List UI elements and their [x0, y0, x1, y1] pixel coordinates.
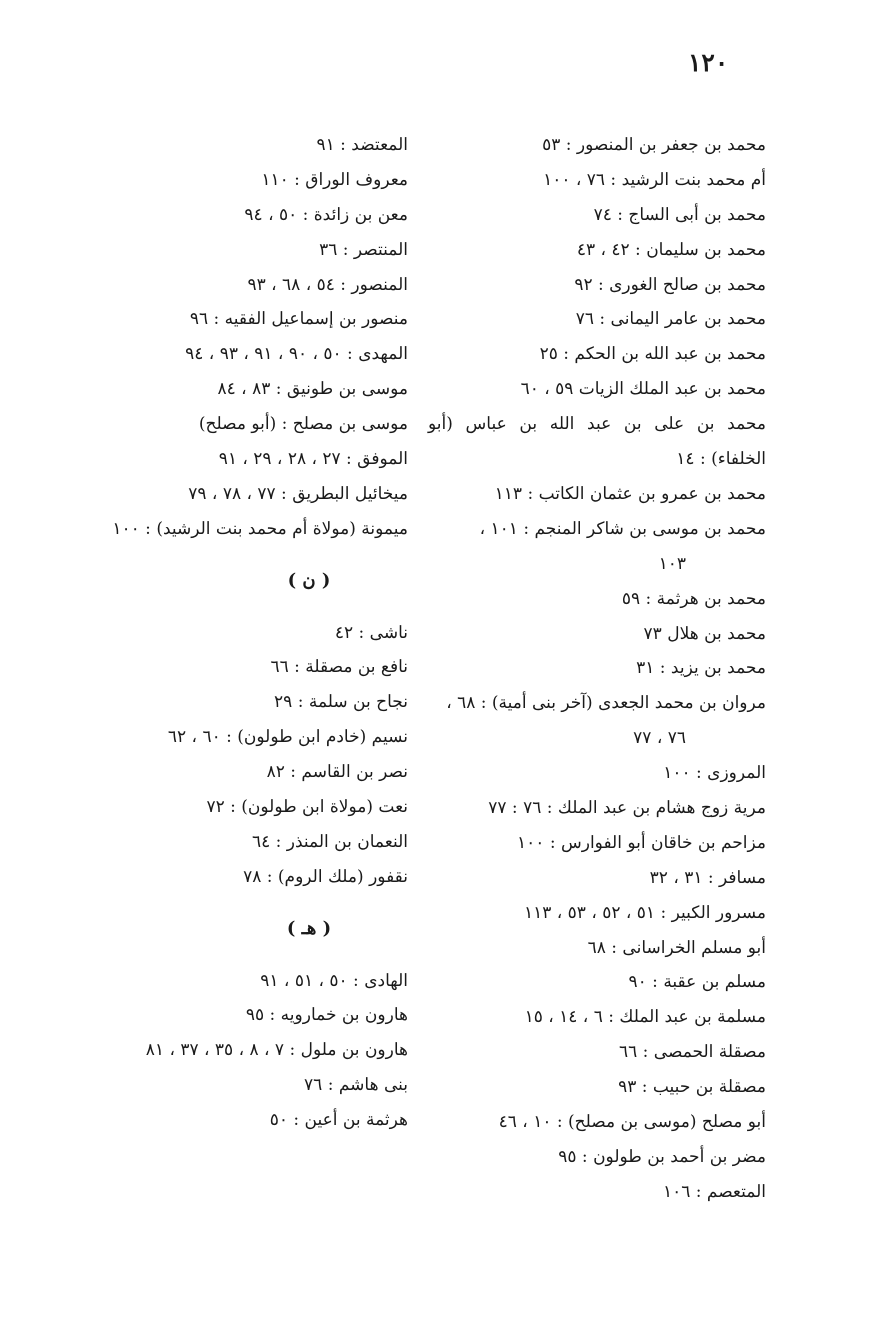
page-number: ١٢٠	[688, 48, 729, 77]
index-entry: المتعصم : ١٠٦	[662, 1181, 766, 1202]
index-entry: الموفق : ٢٧ ، ٢٨ ، ٢٩ ، ٩١	[218, 449, 408, 470]
index-entry: مضر بن أحمد بن طولون : ٩٥	[558, 1146, 766, 1167]
section-heading-ha: ( هـ )	[286, 917, 332, 939]
index-column-left	[70, 128, 408, 1138]
index-entry: مزاحم بن خاقان أبو الفوارس : ١٠٠	[517, 832, 766, 853]
index-entry: نقفور (ملك الروم) : ٧٨	[243, 866, 408, 887]
index-entry: ميمونة (مولاة أم محمد بنت الرشيد) : ١٠٠	[112, 518, 408, 539]
index-entry: المعتضد : ٩١	[316, 135, 408, 155]
index-entry: محمد بن يزيد : ٣١	[636, 658, 766, 679]
index-entry: معن بن زائدة : ٥٠ ، ٩٤	[244, 204, 408, 225]
index-entry: نسيم (خادم ابن طولون) : ٦٠ ، ٦٢	[167, 727, 408, 748]
index-entry: نصر بن القاسم : ٨٢	[266, 762, 408, 783]
index-entry: منصور بن إسماعيل الفقيه : ٩٦	[189, 309, 408, 330]
index-entry: النعمان بن المنذر : ٦٤	[251, 831, 408, 852]
index-entry: مرية زوج هشام بن عبد الملك : ٧٦ : ٧٧	[488, 797, 766, 818]
index-entry: محمد بن عبد الملك الزيات ٥٩ ، ٦٠	[520, 379, 766, 400]
index-entry: مسرور الكبير : ٥١ ، ٥٢ ، ٥٣ ، ١١٣	[523, 902, 766, 923]
index-entry: مسلم بن عقبة : ٩٠	[628, 972, 766, 993]
index-entry: بنى هاشم : ٧٦	[304, 1075, 408, 1096]
index-entry: مصقلة بن حبيب : ٩٣	[618, 1077, 766, 1098]
index-entry: نعت (مولاة ابن طولون) : ٧٢	[206, 797, 408, 818]
index-entry: محمد بن أبى الساج : ٧٤	[593, 204, 766, 225]
index-entry: المهدى : ٥٠ ، ٩٠ ، ٩١ ، ٩٣ ، ٩٤	[185, 344, 408, 365]
index-entry: المروزى : ١٠٠	[663, 763, 766, 784]
index-entry: محمد بن هرثمة : ٥٩	[621, 588, 766, 609]
index-entry: ناشى : ٤٢	[334, 622, 408, 643]
index-column-right	[428, 128, 766, 1210]
index-entry: مسلمة بن عبد الملك : ٦ ، ١٤ ، ١٥	[524, 1007, 766, 1028]
index-entry: محمد بن صالح الغورى : ٩٢	[574, 274, 766, 295]
index-entry: محمد بن عامر اليمانى : ٧٦	[575, 309, 766, 330]
index-entry: محمد بن هلال ٧٣	[643, 623, 766, 644]
index-entry: محمد بن سليمان : ٤٢ ، ٤٣	[576, 239, 766, 260]
index-entry: هارون بن خمارويه : ٩٥	[245, 1005, 408, 1026]
index-entry: محمد بن موسى بن شاكر المنجم : ١٠١ ،	[479, 518, 766, 539]
index-entry: ميخائيل البطريق : ٧٧ ، ٧٨ ، ٧٩	[188, 483, 408, 504]
index-entry: محمد بن عبد الله بن الحكم : ٢٥	[539, 344, 766, 365]
index-entry: أبو مصلح (موسى بن مصلح) : ١٠ ، ٤٦	[498, 1111, 766, 1132]
index-entry: معروف الوراق : ١١٠	[261, 169, 408, 190]
index-entry: المنصور : ٥٤ ، ٦٨ ، ٩٣	[247, 274, 408, 295]
index-entry: مصقلة الحمصى : ٦٦	[618, 1042, 766, 1063]
index-entry: نجاح بن سلمة : ٢٩	[274, 692, 408, 713]
index-entry: نافع بن مصقلة : ٦٦	[270, 657, 408, 678]
index-entry-continuation: ١٠٣	[658, 553, 686, 574]
index-entry: هارون بن ملول : ٧ ، ٨ ، ٣٥ ، ٣٧ ، ٨١	[145, 1040, 408, 1061]
index-entry: أبو مسلم الخراسانى : ٦٨	[587, 937, 766, 958]
index-entry: المنتصر : ٣٦	[319, 239, 408, 260]
index-entry: موسى بن مصلح : (أبو مصلح)	[198, 414, 408, 435]
index-entry: محمد بن على بن عبد الله بن عباس (أبو الخلفاء) : ١٤	[428, 414, 766, 470]
index-entry: أم محمد بنت الرشيد : ٧٦ ، ١٠٠	[543, 169, 766, 190]
index-entry: مسافر : ٣١ ، ٣٢	[649, 867, 766, 888]
index-entry: الهادى : ٥٠ ، ٥١ ، ٩١	[260, 970, 408, 991]
index-entry: مروان بن محمد الجعدى (آخر بنى أمية) : ٦٨ ،	[446, 693, 766, 714]
index-entry: هرثمة بن أعين : ٥٠	[269, 1110, 408, 1131]
index-entry-continuation: ٧٦ ، ٧٧	[633, 728, 686, 749]
section-heading-noon: ( ن )	[287, 569, 331, 591]
index-entry: موسى بن طونيق : ٨٣ ، ٨٤	[217, 379, 408, 400]
index-entry: محمد بن عمرو بن عثمان الكاتب : ١١٣	[494, 483, 766, 504]
index-entry: محمد بن جعفر بن المنصور : ٥٣	[542, 135, 766, 155]
